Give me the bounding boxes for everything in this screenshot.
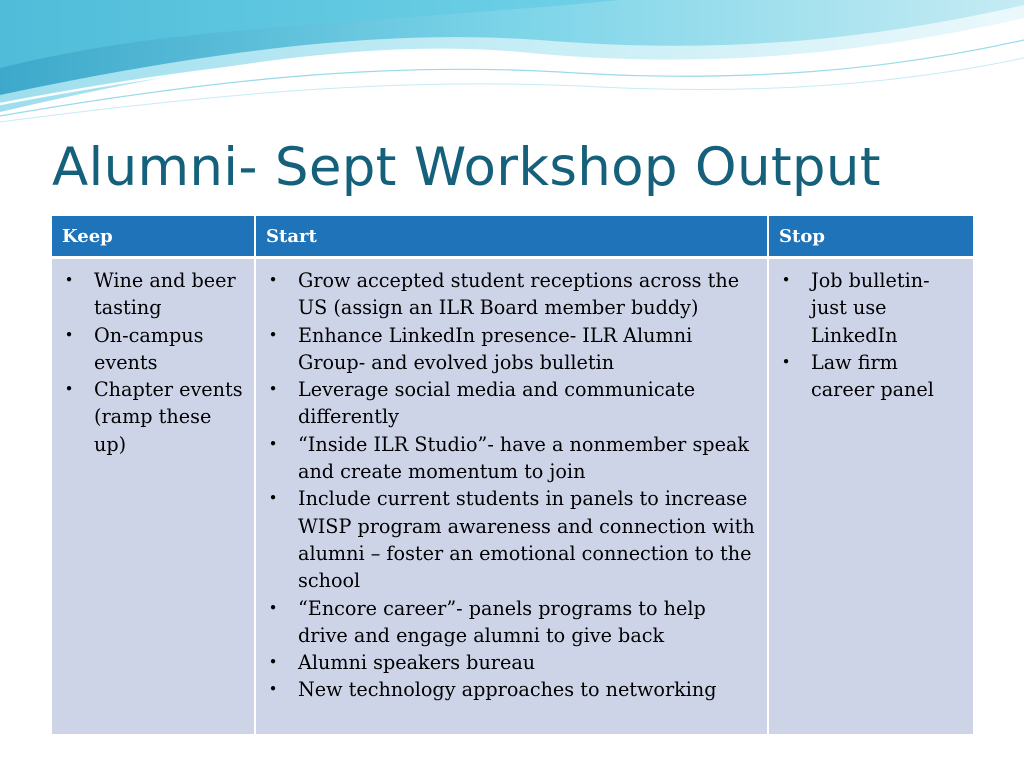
list-item-text: Alumni speakers bureau bbox=[298, 651, 536, 675]
start-list bbox=[260, 267, 761, 704]
bullet-dot-icon: • bbox=[268, 680, 278, 699]
bullet-dot-icon: • bbox=[64, 380, 74, 399]
stop-cell bbox=[768, 258, 973, 735]
list-item bbox=[56, 267, 248, 322]
workshop-output-table bbox=[52, 216, 973, 734]
bullet-dot-icon: • bbox=[268, 434, 278, 453]
list-item-text: Enhance LinkedIn presence- ILR Alumni Group- and evolved jobs bulletin bbox=[298, 323, 693, 374]
list-item-text: Chapter events (ramp these up) bbox=[94, 378, 243, 456]
table-header-row bbox=[52, 216, 973, 258]
list-item-text: Include current students in panels to increase WISP program awareness and connection with alumni – foster an emotional connection to the school bbox=[298, 487, 755, 593]
workshop-table-container bbox=[52, 216, 973, 734]
keep-list bbox=[56, 267, 248, 458]
bullet-dot-icon: • bbox=[268, 380, 278, 399]
bullet-dot-icon: • bbox=[268, 325, 278, 344]
list-item-text: Grow accepted student receptions across the US (assign an ILR Board member buddy) bbox=[298, 269, 740, 320]
column-header-start: Start bbox=[255, 216, 768, 258]
bullet-dot-icon: • bbox=[781, 271, 791, 289]
bullet-dot-icon: • bbox=[781, 352, 791, 371]
bullet-dot-icon: • bbox=[268, 598, 278, 617]
slide-title: Alumni- Sept Workshop Output bbox=[52, 137, 881, 198]
list-item bbox=[260, 676, 761, 703]
list-item-text: New technology approaches to networking bbox=[298, 678, 717, 702]
bullet-dot-icon: • bbox=[64, 325, 74, 344]
list-item bbox=[260, 376, 761, 431]
list-item-text: “Inside ILR Studio”- have a nonmember speak and create momentum to join bbox=[298, 432, 750, 484]
list-item bbox=[773, 267, 967, 349]
list-item bbox=[260, 649, 761, 676]
column-header-keep: Keep bbox=[52, 216, 255, 258]
bullet-dot-icon: • bbox=[64, 271, 74, 289]
bullet-dot-icon: • bbox=[268, 653, 278, 672]
wave-decoration bbox=[0, 0, 1024, 125]
list-item bbox=[260, 485, 761, 594]
bullet-dot-icon: • bbox=[268, 489, 278, 508]
list-item-text: Law firm career panel bbox=[811, 350, 934, 402]
list-item bbox=[260, 595, 761, 650]
list-item-text: Leverage social media and communicate differently bbox=[298, 378, 696, 429]
keep-cell bbox=[52, 258, 255, 735]
list-item bbox=[56, 322, 248, 377]
list-item-text: “Encore career”- panels programs to help drive and engage alumni to give back bbox=[298, 596, 706, 647]
list-item bbox=[260, 322, 761, 377]
column-header-stop: Stop bbox=[768, 216, 973, 258]
stop-list bbox=[773, 267, 967, 403]
list-item-text: On-campus events bbox=[94, 323, 204, 374]
list-item bbox=[773, 349, 967, 404]
list-item bbox=[56, 376, 248, 458]
start-cell bbox=[255, 258, 768, 735]
list-item-text: Job bulletin- just use LinkedIn bbox=[811, 269, 930, 347]
bullet-dot-icon: • bbox=[268, 271, 278, 289]
list-item-text: Wine and beer tasting bbox=[94, 269, 236, 320]
list-item bbox=[260, 267, 761, 322]
list-item bbox=[260, 431, 761, 486]
table-row bbox=[52, 258, 973, 735]
